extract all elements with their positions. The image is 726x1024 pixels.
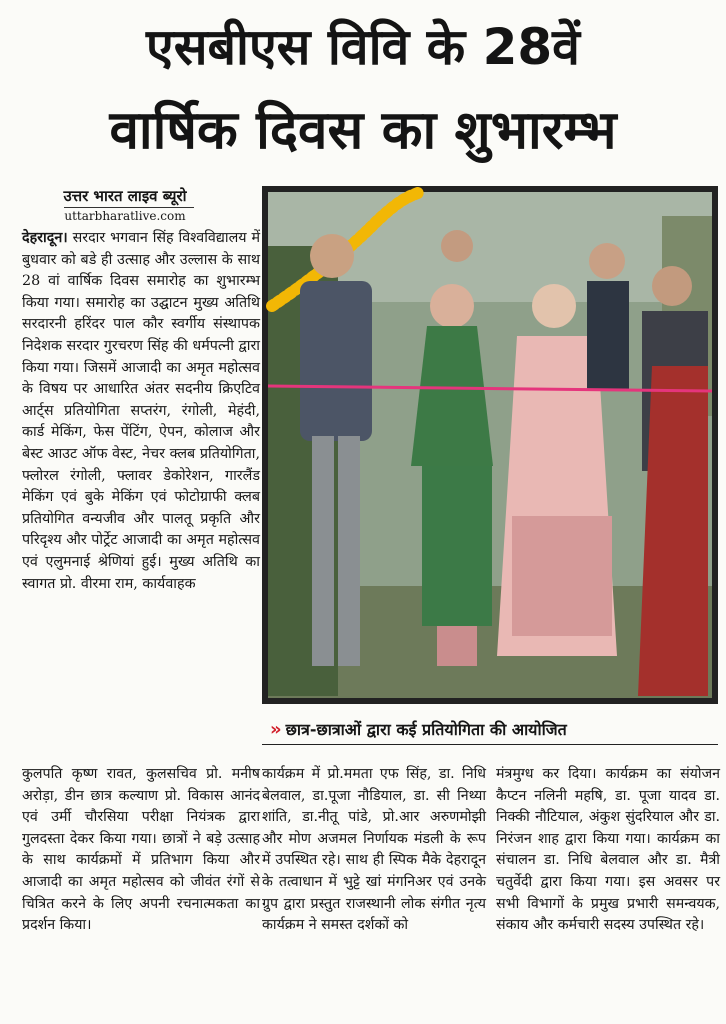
subheading-divider (262, 744, 718, 745)
byline-site: uttarbharatlive.com (64, 209, 186, 223)
article-middle-column: कार्यक्रम में प्रो.ममता एफ सिंह, डा. निधि बेलवाल, डा.पूजा नौडियाल, डा. सी निथ्या शांति, डा.नीतू पांडे, प्रो.आर अरुणमोझी और मोण अजमल निर्णायक मंडली के रूप में उपस्थित रहे। साथ ही स्पिक मैके देहरादून के तत्वाधान में भुट्टे खां मंगनिअर एवं उनके ग्रुप द्वारा प्रस्तुत राजस्थानी लोक संगीत नृत्य कार्यक्रम ने समस्त दर्शकों को (262, 766, 486, 934)
article-bottom-left: कुलपति कृष्ण रावत, कुलसचिव प्रो. मनीष अरोड़ा, डीन छात्र कल्याण प्रो. विकास आनंद एवं उर्मी चौरसिया परीक्षा नियंत्रक द्वारा गुलदस्ता देकर किया गया। छात्रों ने बड़े उत्साह के साथ कार्यक्रमों में प्रतिभाग किया और आजादी का अमृत महोत्सव को जीवंत रंगों से चित्रित करने के लिए अपनी रचनात्मकता का प्रदर्शन किया। (22, 766, 260, 934)
article-left-column (22, 228, 260, 595)
byline-divider (64, 207, 194, 208)
headline-line-2: वार्षिक दिवस का शुभारम्भ (109, 100, 617, 161)
subheading-text: छात्र-छात्राओं द्वारा कई प्रतियोगिता की आयोजित (285, 720, 567, 739)
article-dateline: देहरादून। (22, 230, 68, 246)
subheading (270, 718, 567, 740)
headline-line-1: एसबीएस विवि के 28वें (146, 18, 580, 76)
article-right-column: मंत्रमुग्ध कर दिया। कार्यक्रम का संयोजन कैप्टन नलिनी महषि, डा. पूजा यादव डा. निक्की नौटियाल, अंकुश सुंदरियाल और डा. निरंजन शाह द्वारा किया गया। कार्यक्रम का संचालन डा. निधि बेलवाल और डा. मैत्री चतुर्वेदी द्वारा किया गया। इस अवसर पर सभी विभागों के प्रमुख प्रभारी समन्वयक, संकाय और कर्मचारी सदस्य उपस्थित रहे। (496, 766, 720, 934)
byline-author: उत्तर भारत लाइव ब्यूरो (63, 187, 187, 205)
subheading-marker: » (270, 719, 282, 740)
ribbon-cutting-photo (262, 186, 718, 704)
article-left-text: सरदार भगवान सिंह विश्वविद्यालय में बुधवार को बडे ही उत्साह और उल्लास के साथ 28 वां वार्षिक दिवस समारोह का शुभारम्भ किया गया। समारोह का उद्घाटन मुख्य अतिथि सरदारनी हरिंदर पाल कौर स्वर्गीय संस्थापक निदेशक सरदार गुरचरण सिंह की धर्मपत्नी द्वारा किया गया। जिसमें आजादी का अमृत महोत्सव के विषय पर आधारित अंतर सदनीय क्रिएटिव आर्ट्स प्रतियोगिता सप्तरंग, रंगोली, मेहंदी, कार्ड मेकिंग, फेस पेंटिंग, ऐपन, कोलाज और बेस्ट आउट ऑफ वेस्ट, नेचर क्लब प्रतियोगिता, फ्लोरल रंगोली, फ्लावर डेकोरेशन, गारलैंड मेकिंग एवं बुके मेकिंग एवं फोटोग्राफी क्लब प्रतियोगित वन्यजीव और पालतू प्रकृति और परिदृश्य और पोर्ट्रेट आजादी का अमृत महोत्सव एवं एलुमनाई श्रेणियां हुई। मुख्य अतिथि का स्वागत प्रो. वीरमा राम, कार्यवाहक (22, 230, 260, 592)
person-right (638, 266, 708, 696)
